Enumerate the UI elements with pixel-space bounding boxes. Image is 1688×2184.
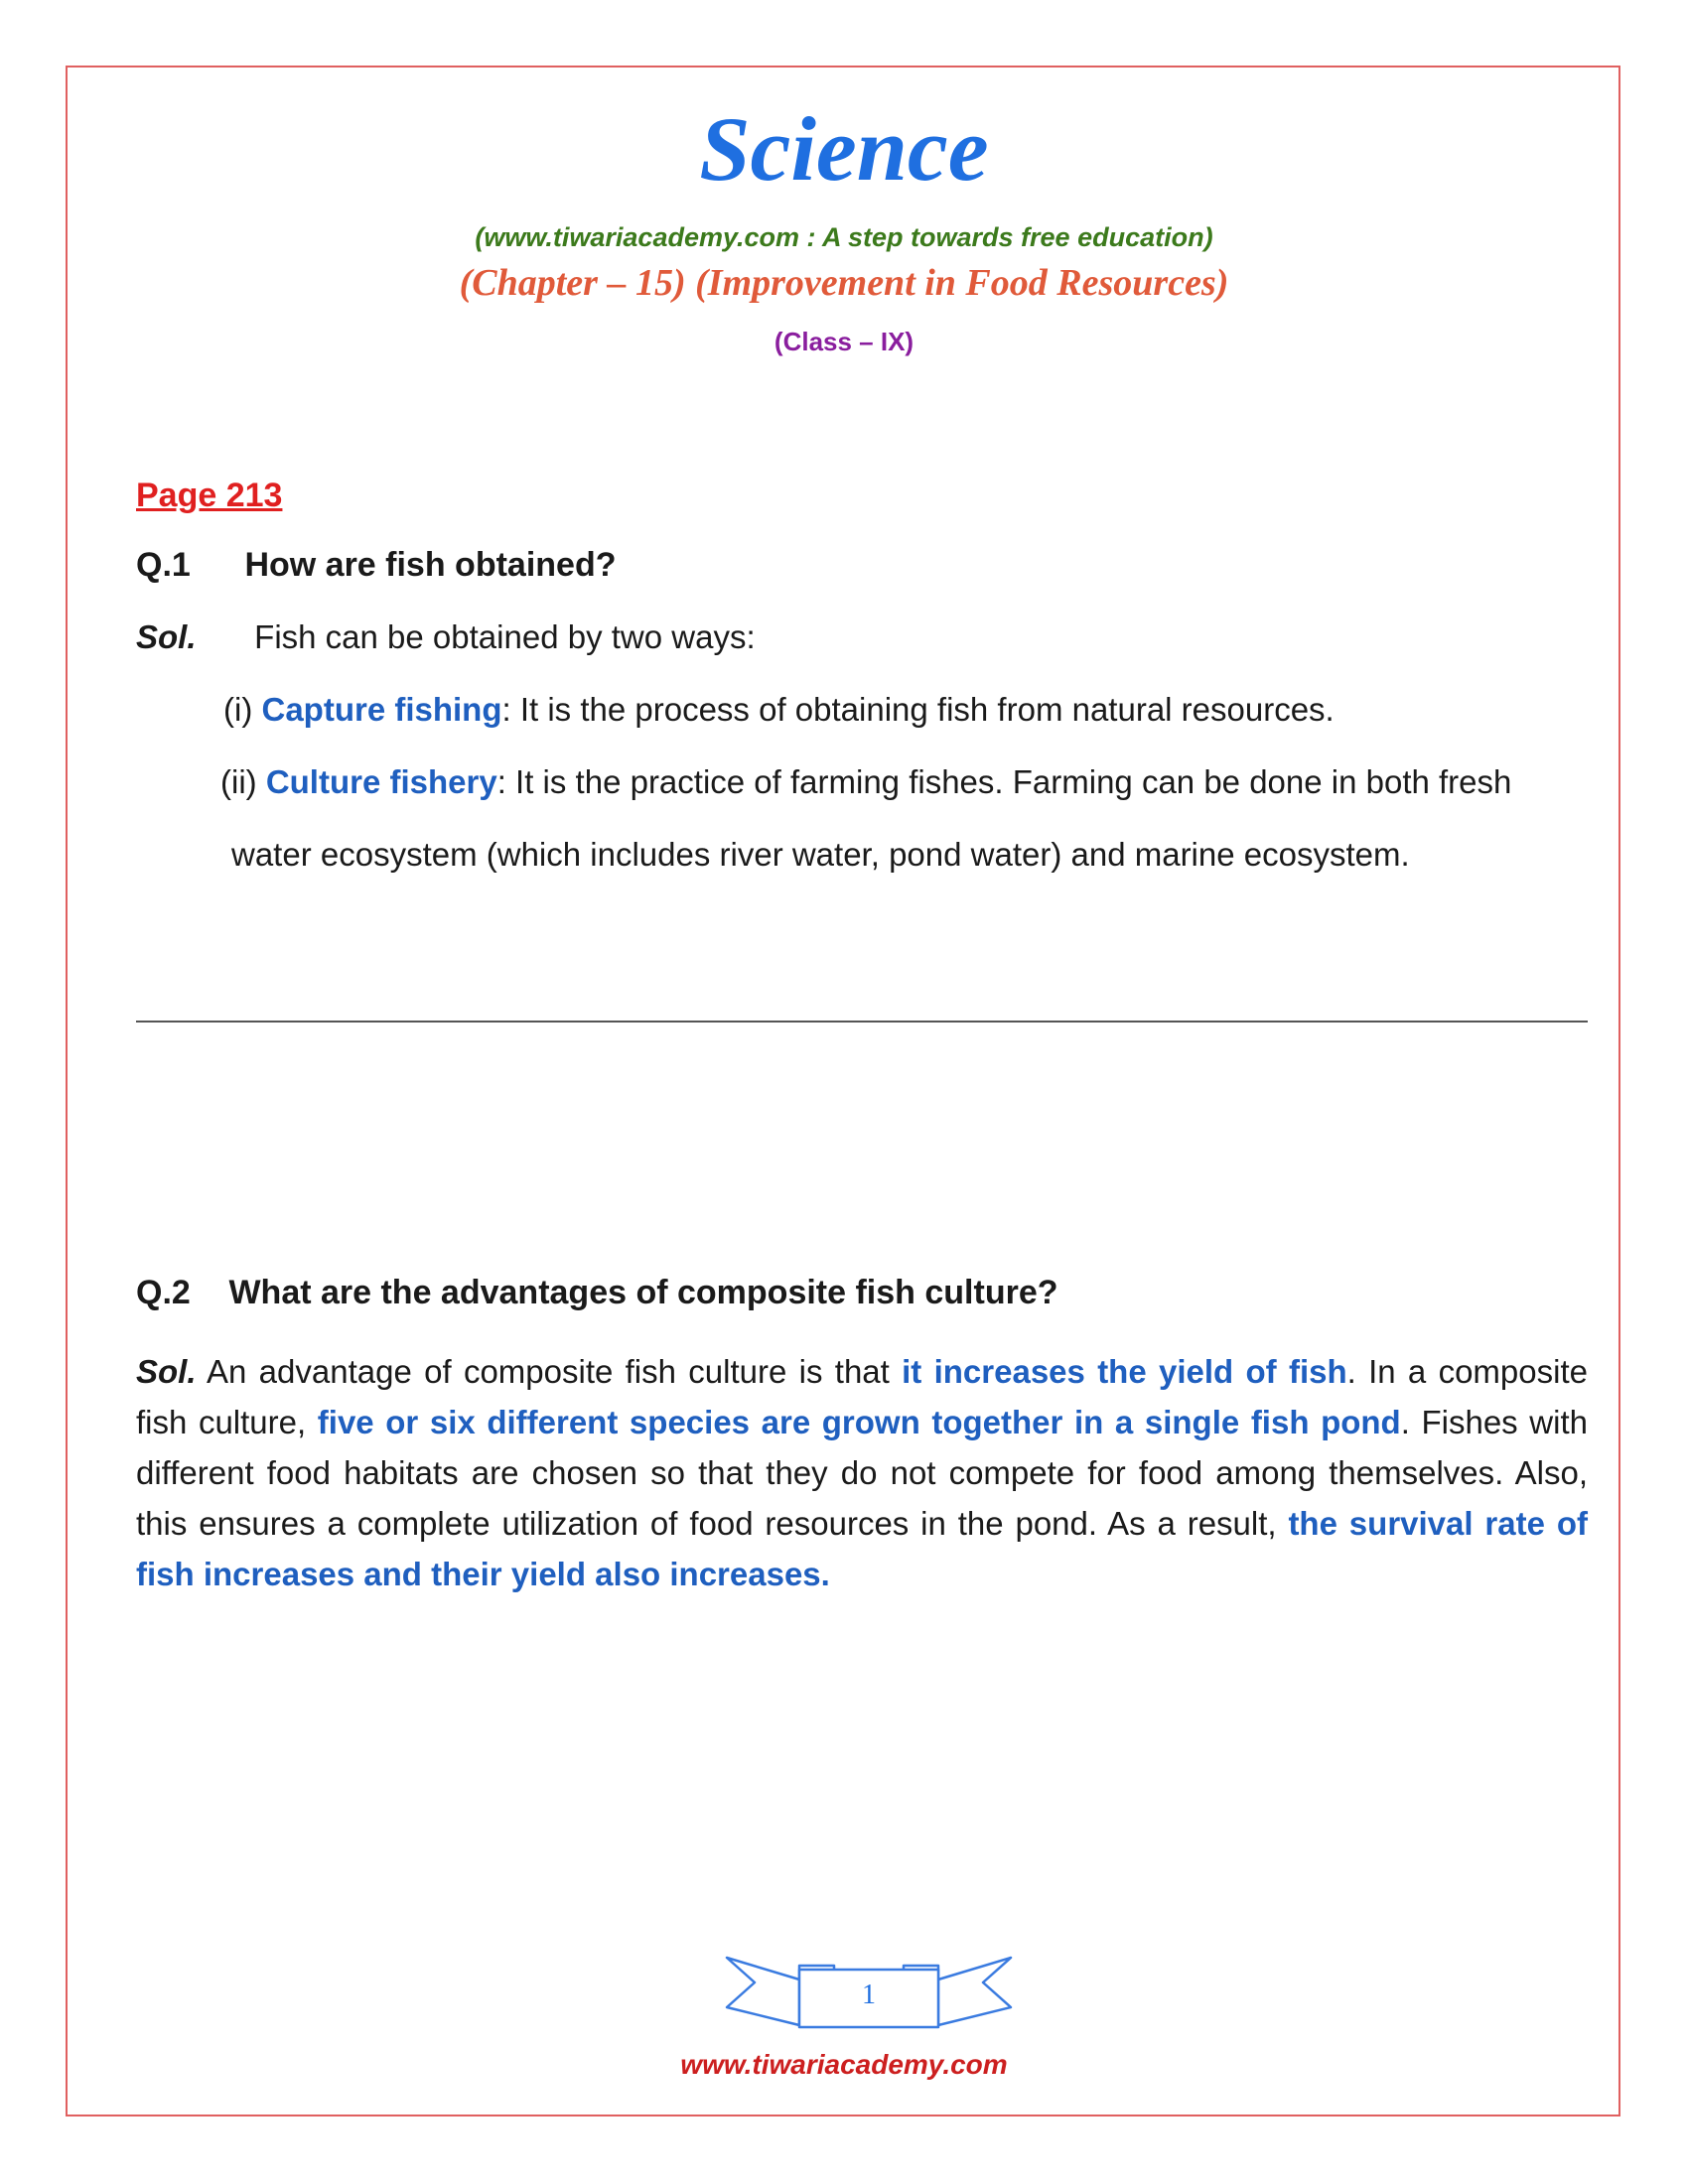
q1-solution-intro (136, 618, 756, 656)
question-number: Q.1 (136, 546, 191, 584)
solution-text: . In a composite fish culture, (136, 1353, 1588, 1440)
item-term: Culture fishery (265, 763, 497, 800)
question-number: Q.2 (136, 1274, 191, 1311)
item-marker: (ii) (220, 763, 266, 800)
q2-solution (136, 1346, 1588, 1599)
solution-text: An advantage of composite fish culture is that (196, 1353, 903, 1390)
question-2 (136, 1274, 1058, 1312)
footer-website: www.tiwariacademy.com (680, 2049, 1008, 2080)
q1-item-2-continuation: water ecosystem (which includes river water, pond water) and marine ecosystem. (231, 836, 1410, 873)
page-title: Science (699, 98, 989, 200)
page-border (66, 66, 1620, 2116)
item-text: : It is the process of obtaining fish from natural resources. (501, 691, 1335, 728)
item-marker: (i) (223, 691, 262, 728)
question-text: What are the advantages of composite fish culture? (228, 1274, 1058, 1311)
q1-item-1 (223, 691, 1335, 729)
page-reference: Page 213 (136, 477, 283, 514)
solution-intro-text: Fish can be obtained by two ways: (254, 618, 756, 655)
chapter-heading: (Chapter – 15) (Improvement in Food Resources) (459, 262, 1229, 304)
class-label: (Class – IX) (774, 327, 914, 356)
highlight-text: the survival rate of fish increases and their yield also increases. (136, 1505, 1588, 1592)
item-text: : It is the practice of farming fishes. Farming can be done in both fresh (496, 763, 1512, 800)
page-number: 1 (862, 1979, 876, 2010)
solution-label: Sol. (136, 1353, 197, 1390)
highlight-text: five or six different species are grown together in a single fish pond (317, 1404, 1401, 1440)
question-1 (136, 546, 617, 585)
highlight-text: it increases the yield of fish (902, 1353, 1347, 1390)
solution-text: . Fishes with different food habitats are chosen so that they do not compete for food among themselves. Also, this ensures a complete utilization of food resources in the pond. As a result, (136, 1404, 1588, 1542)
website-tagline: (www.tiwariacademy.com : A step towards free education) (475, 222, 1213, 252)
question-text: How are fish obtained? (244, 546, 617, 584)
q1-item-2 (220, 763, 1511, 801)
section-divider (136, 1021, 1588, 1023)
solution-label: Sol. (136, 618, 197, 655)
item-term: Capture fishing (261, 691, 502, 728)
